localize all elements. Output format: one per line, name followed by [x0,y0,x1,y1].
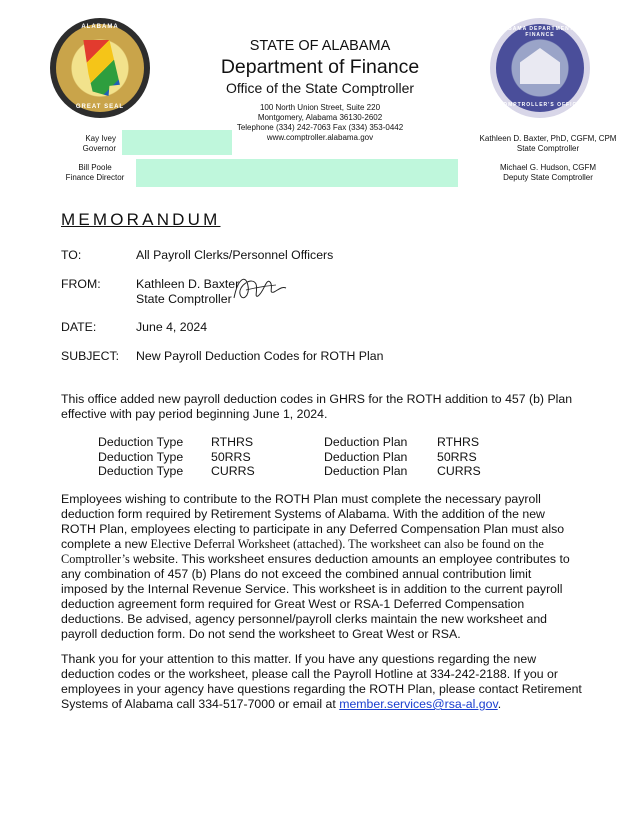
date-value: June 4, 2024 [136,320,208,334]
seal-top-text: ALABAMA [81,24,119,30]
deduction-type-code: CURRS [211,464,255,478]
finance-director-name: Bill Poole [78,163,112,172]
comptroller-name: Kathleen D. Baxter, PhD, CGFM, CPM [479,134,617,143]
state-name: STATE OF ALABAMA [249,38,391,54]
deduction-plan-label: Deduction Plan [324,464,408,478]
department-name: Department of Finance [220,56,420,78]
deduction-plan-label: Deduction Plan [324,449,408,464]
deduction-type-code: RTHRS [211,435,254,449]
comptroller-block [468,134,628,154]
deduction-plan-code: RTHRS [437,435,480,449]
worksheet-paragraph-part-2: website. This worksheet ensures deduction amounts an employee contributes to any combination of 457 (b) Plans do not exceed the combined annual contribution limit imposed by the Internal Revenue Service. This worksheet is in addition to the current payroll deduction agreement form required for Great West or RSA-1 Deferred Compensation deductions. Be advised, agency personnel/payroll clerks maintain the new worksheet and payroll deduction form. Do not send the worksheet to Great West or RSA. [61,552,570,641]
governor-block [70,134,116,154]
subject-value: New Payroll Deduction Codes for ROTH Plan [136,349,384,363]
deduction-codes-table [98,435,481,479]
worksheet-paragraph [61,492,581,642]
contact-paragraph-text: Thank you for your attention to this matter. If you have any questions regarding the new deduction codes or the worksheet, please call the Payroll Hotline at 334-242-2188. If you or employees in your agency have questions regarding the ROTH Plan, please contact Retirement Systems of Alabama call 334-517-7000 or email at [61,652,582,711]
redaction-highlight [122,130,232,155]
to-label: TO: [61,248,82,262]
contact-paragraph [61,652,583,712]
worksheet-paragraph-serif: Elective Deferral Worksheet (attached). The worksheet can also be found on the Comptroller’s [61,537,544,566]
address-line-1: 100 North Union Street, Suite 220 [259,103,381,112]
governor-title: Governor [82,144,116,153]
deduction-type-code: 50RRS [211,449,251,464]
from-title: State Comptroller [136,292,232,306]
from-name: Kathleen D. Baxter [136,277,240,291]
governor-name: Kay Ivey [85,134,116,143]
deputy-title: Deputy State Comptroller [503,173,593,182]
from-label: FROM: [61,277,101,291]
contact-paragraph-end: . [497,697,502,711]
deduction-plan-label: Deduction Plan [324,435,408,449]
seal-right-top-text: ALABAMA DEPARTMENT OF FINANCE [494,26,586,38]
letterhead [150,38,490,143]
alabama-great-seal-icon [50,18,150,118]
address-line-2: Montgomery, Alabama 36130-2602 [257,113,383,122]
worksheet-paragraph-part-1: Employees wishing to contribute to the ROTH Plan must complete the necessary payroll deduction form required by Retirement Systems of Alabama. With the addition of the new ROTH Plan, employees electing to participate in any Deferred Compensation Plan must also complete a new [61,492,565,551]
seal-right-bottom-text: COMPTROLLER'S OFFICE [498,102,582,108]
signature-icon [228,268,288,308]
deduction-type-label: Deduction Type [98,449,184,464]
table-row [98,464,481,479]
deduction-type-label: Deduction Type [98,435,184,449]
deputy-name: Michael G. Hudson, CGFM [499,163,597,172]
seal-bottom-text: GREAT SEAL [75,104,125,110]
office-name: Office of the State Comptroller [225,80,415,96]
subject-label: SUBJECT: [61,349,120,363]
memorandum-title: MEMORANDUM [61,210,221,229]
intro-paragraph: This office added new payroll deduction codes in GHRS for the ROTH addition to 457 (b) Plan effective with pay period beginning June 1, 2024. [61,392,573,421]
table-row [98,435,481,450]
deduction-type-label: Deduction Type [98,464,184,478]
comptroller-title: State Comptroller [516,144,580,153]
email-link[interactable]: member.services@rsa-al.gov [339,697,498,711]
finance-department-seal-icon [490,18,590,118]
table-row [98,450,481,465]
finance-director-title: Finance Director [65,173,125,182]
website-line: www.comptroller.alabama.gov [266,133,374,142]
redaction-highlight [136,159,458,187]
deduction-plan-code: CURRS [437,464,481,478]
finance-director-block [60,163,130,183]
telephone-line: Telephone (334) 242-7063 Fax (334) 353-0442 [236,123,404,132]
to-value: All Payroll Clerks/Personnel Officers [136,248,334,262]
deputy-block [468,163,628,183]
date-label: DATE: [61,320,97,334]
deduction-plan-code: 50RRS [437,449,477,464]
